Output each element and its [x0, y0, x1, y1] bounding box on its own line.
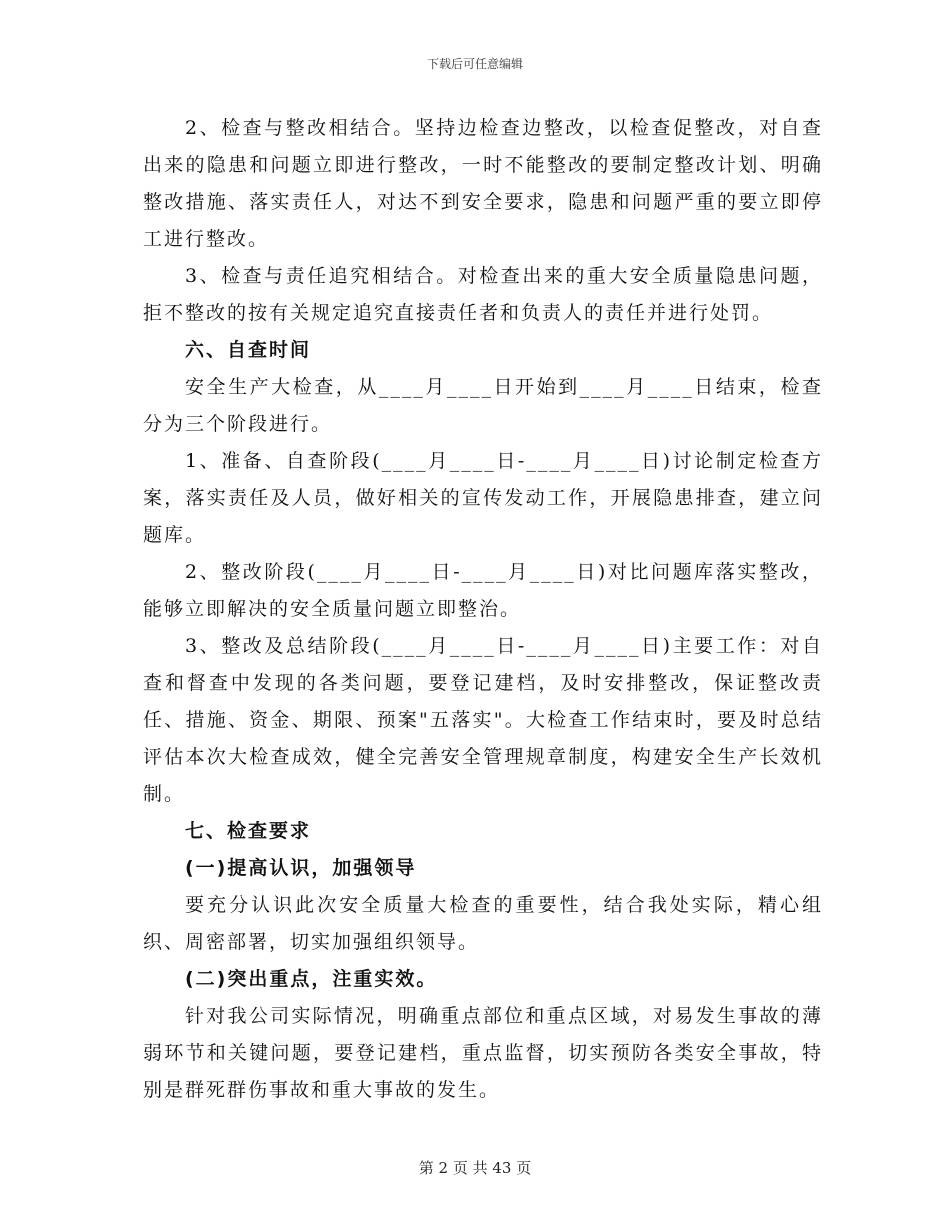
subheading-highlight-key-points: (二)突出重点，注重实效。	[185, 968, 438, 990]
paragraph-stage-summary: 3、整改及总结阶段(____月____日-____月____日)主要工作：对自查和督查中发现的各类问题，要登记建档，及时安排整改，保证整改责任、措施、资金、期限、预案"五落实"。大检查工作结束时，要及时总结评估本次大检查成效，健全完善安全管理规章制度，构建安全生产长效机制。	[143, 635, 823, 805]
section-heading-inspection-requirements: 七、检查要求	[185, 820, 312, 842]
paragraph-inspection-rectification: 2、检查与整改相结合。坚持边检查边整改，以检查促整改，对自查出来的隐患和问题立即进行整改，一时不能整改的要制定整改计划、明确整改措施、落实责任人，对达不到安全要求，隐患和问题严重的要立即停工进行整改。	[143, 117, 823, 250]
page-number: 第 2 页 共 43 页	[418, 1159, 532, 1177]
paragraph-inspection-schedule: 安全生产大检查，从____月____日开始到____月____日结束，检查分为三个阶段进行。	[143, 376, 823, 435]
paragraph-accountability: 3、检查与责任追究相结合。对检查出来的重大安全质量隐患问题，拒不整改的按有关规定追究直接责任者和负责人的责任并进行处罚。	[143, 265, 823, 324]
paragraph-highlight-key-points: 针对我公司实际情况，明确重点部位和重点区域，对易发生事故的薄弱环节和关键问题，要登记建档，重点监督，切实预防各类安全事故，特别是群死群伤事故和重大事故的发生。	[143, 1005, 823, 1101]
section-heading-self-inspection-time: 六、自查时间	[185, 339, 312, 361]
paragraph-raise-awareness: 要充分认识此次安全质量大检查的重要性，结合我处实际，精心组织、周密部署，切实加强组织领导。	[143, 894, 823, 953]
paragraph-stage-preparation: 1、准备、自查阶段(____月____日-____月____日)讨论制定检查方案，落实责任及人员，做好相关的宣传发动工作，开展隐患排查，建立问题库。	[143, 450, 823, 546]
subheading-raise-awareness: (一)提高认识，加强领导	[185, 857, 417, 879]
paragraph-stage-rectification: 2、整改阶段(____月____日-____月____日)对比问题库落实整改，能够立即解决的安全质量问题立即整治。	[143, 561, 823, 620]
document-body	[143, 110, 823, 1109]
header-note: 下载后可任意编辑	[426, 57, 523, 71]
